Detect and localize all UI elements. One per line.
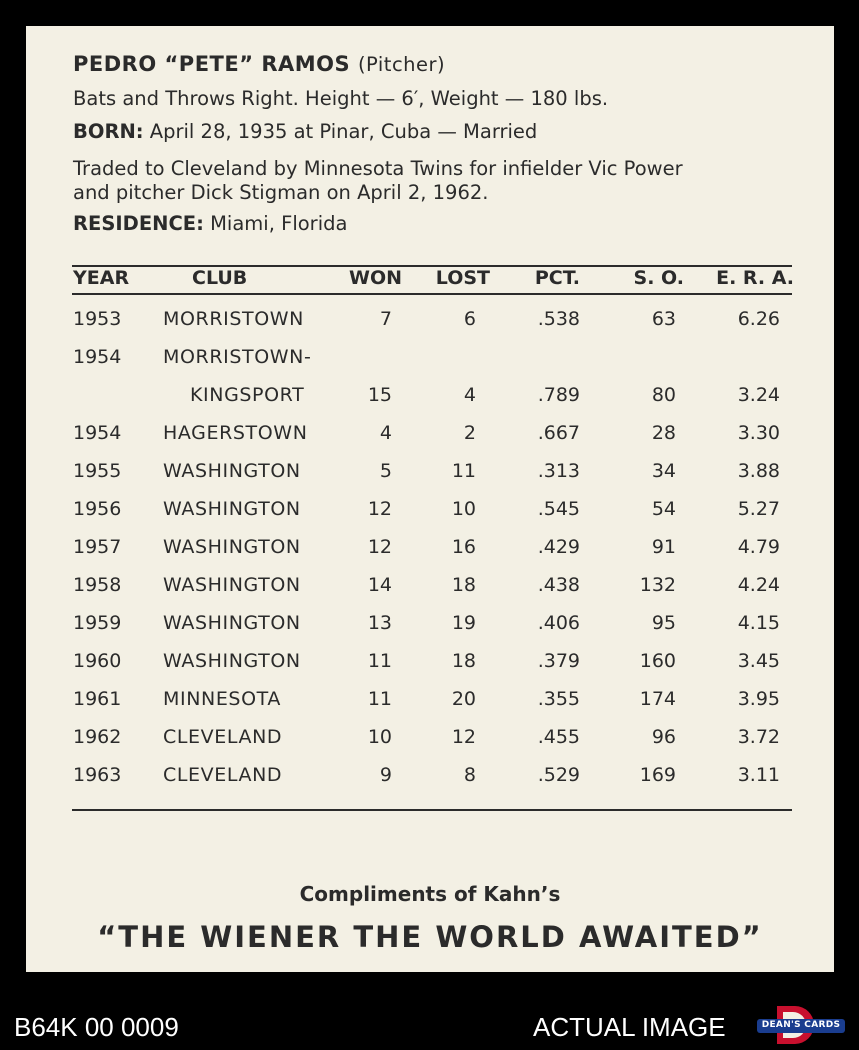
cell-won: 9: [379, 764, 392, 786]
cell-won: 12: [367, 536, 392, 558]
cell-pct: .667: [537, 422, 580, 444]
cell-lost: 16: [451, 536, 476, 558]
cell-won: 11: [367, 650, 392, 672]
player-name: PEDRO “PETE” RAMOS: [73, 52, 351, 76]
cell-so: 91: [651, 536, 676, 558]
header-era: E. R. A.: [716, 267, 794, 289]
cell-lost: 8: [463, 764, 476, 786]
cell-won: 5: [379, 460, 392, 482]
born-value: April 28, 1935 at Pinar, Cuba — Married: [143, 120, 538, 143]
cell-era: 3.88: [737, 460, 780, 482]
cell-year: 1953: [73, 308, 122, 330]
table-row: [26, 688, 834, 726]
cell-club: MORRISTOWN-: [163, 346, 312, 368]
table-row: [26, 498, 834, 536]
table-row: [26, 536, 834, 574]
table-row: [26, 422, 834, 460]
baseball-card-back: [26, 26, 834, 972]
cell-so: 96: [651, 726, 676, 748]
cell-pct: .379: [537, 650, 580, 672]
table-row: [26, 308, 834, 346]
bats-throws-line: Bats and Throws Right. Height — 6′, Weight — 180 lbs.: [73, 87, 609, 110]
cell-lost: 11: [451, 460, 476, 482]
cell-club: WASHINGTON: [163, 460, 301, 482]
header-bottom-rule: [72, 293, 792, 295]
cell-so: 174: [639, 688, 676, 710]
cell-club: CLEVELAND: [163, 726, 283, 748]
cell-won: 7: [379, 308, 392, 330]
header-lost: LOST: [435, 267, 490, 289]
born-label: BORN:: [73, 120, 144, 143]
cell-won: 10: [367, 726, 392, 748]
header-club: CLUB: [192, 267, 248, 289]
player-name-line: [73, 52, 445, 76]
cell-era: 3.45: [737, 650, 780, 672]
cell-so: 80: [651, 384, 676, 406]
table-bottom-rule: [72, 809, 792, 811]
residence-label: RESIDENCE:: [73, 212, 204, 235]
deans-cards-logo: [755, 1004, 847, 1046]
cell-so: 63: [651, 308, 676, 330]
cell-won: 13: [367, 612, 392, 634]
cell-pct: .355: [537, 688, 580, 710]
cell-club: MORRISTOWN: [163, 308, 304, 330]
player-role: (Pitcher): [357, 53, 446, 76]
cell-era: 3.11: [737, 764, 780, 786]
residence-line: [73, 212, 347, 235]
cell-pct: .455: [537, 726, 580, 748]
cell-year: 1957: [73, 536, 122, 558]
cell-lost: 12: [451, 726, 476, 748]
table-row: [26, 726, 834, 764]
table-row: [26, 764, 834, 802]
cell-won: 14: [367, 574, 392, 596]
cell-pct: .406: [537, 612, 580, 634]
cell-lost: 10: [451, 498, 476, 520]
cell-won: 4: [379, 422, 392, 444]
table-row: [26, 384, 834, 422]
cell-lost: 4: [463, 384, 476, 406]
cell-era: 6.26: [737, 308, 780, 330]
cell-club: CLEVELAND: [163, 764, 283, 786]
logo-text: DEAN'S CARDS: [761, 1020, 841, 1030]
cell-lost: 6: [463, 308, 476, 330]
cell-era: 5.27: [737, 498, 780, 520]
cell-pct: .545: [537, 498, 580, 520]
header-pct: PCT.: [534, 267, 580, 289]
cell-so: 34: [651, 460, 676, 482]
slogan-text: “THE WIENER THE WORLD AWAITED”: [97, 920, 763, 954]
table-row: [26, 346, 834, 384]
cell-year: 1959: [73, 612, 122, 634]
cell-year: 1960: [73, 650, 122, 672]
cell-so: 95: [651, 612, 676, 634]
cell-lost: 18: [451, 650, 476, 672]
cell-year: 1956: [73, 498, 122, 520]
cell-era: 3.72: [737, 726, 780, 748]
cell-pct: .429: [537, 536, 580, 558]
cell-year: 1961: [73, 688, 122, 710]
residence-value: Miami, Florida: [203, 212, 348, 235]
cell-year: 1954: [73, 346, 122, 368]
compliments-text: Compliments of Kahn’s: [299, 882, 561, 906]
cell-won: 12: [367, 498, 392, 520]
cell-won: 15: [367, 384, 392, 406]
cell-year: 1958: [73, 574, 122, 596]
cell-era: 4.24: [737, 574, 780, 596]
cell-lost: 2: [463, 422, 476, 444]
table-row: [26, 574, 834, 612]
cell-pct: .438: [537, 574, 580, 596]
cell-club: WASHINGTON: [163, 650, 301, 672]
cell-era: 4.79: [737, 536, 780, 558]
header-won: WON: [348, 267, 402, 289]
cell-club: WASHINGTON: [163, 498, 301, 520]
card-id-label: B64K 00 0009: [14, 1012, 179, 1042]
table-row: [26, 612, 834, 650]
cell-club: MINNESOTA: [163, 688, 281, 710]
table-row: [26, 650, 834, 688]
header-so: S. O.: [633, 267, 684, 289]
cell-year: 1955: [73, 460, 122, 482]
actual-image-label: ACTUAL IMAGE: [533, 1012, 726, 1042]
cell-era: 3.95: [737, 688, 780, 710]
cell-year: 1954: [73, 422, 122, 444]
cell-era: 3.24: [737, 384, 780, 406]
table-row: [26, 460, 834, 498]
header-year: YEAR: [73, 267, 130, 289]
cell-pct: .529: [537, 764, 580, 786]
cell-pct: .789: [537, 384, 580, 406]
cell-club: WASHINGTON: [163, 536, 301, 558]
cell-era: 4.15: [737, 612, 780, 634]
born-line: [73, 120, 537, 143]
cell-so: 169: [639, 764, 676, 786]
cell-year: 1962: [73, 726, 122, 748]
cell-era: 3.30: [737, 422, 780, 444]
cell-so: 132: [639, 574, 676, 596]
cell-lost: 18: [451, 574, 476, 596]
cell-so: 28: [651, 422, 676, 444]
cell-lost: 20: [451, 688, 476, 710]
cell-club: KINGSPORT: [190, 384, 305, 406]
traded-line-1: Traded to Cleveland by Minnesota Twins for infielder Vic Power: [73, 157, 683, 180]
cell-so: 54: [651, 498, 676, 520]
cell-club: HAGERSTOWN: [163, 422, 308, 444]
cell-so: 160: [639, 650, 676, 672]
cell-club: WASHINGTON: [163, 574, 301, 596]
cell-club: WASHINGTON: [163, 612, 301, 634]
cell-pct: .538: [537, 308, 580, 330]
cell-won: 11: [367, 688, 392, 710]
cell-lost: 19: [451, 612, 476, 634]
cell-pct: .313: [537, 460, 580, 482]
traded-line-2: and pitcher Dick Stigman on April 2, 1962.: [73, 181, 489, 204]
cell-year: 1963: [73, 764, 122, 786]
